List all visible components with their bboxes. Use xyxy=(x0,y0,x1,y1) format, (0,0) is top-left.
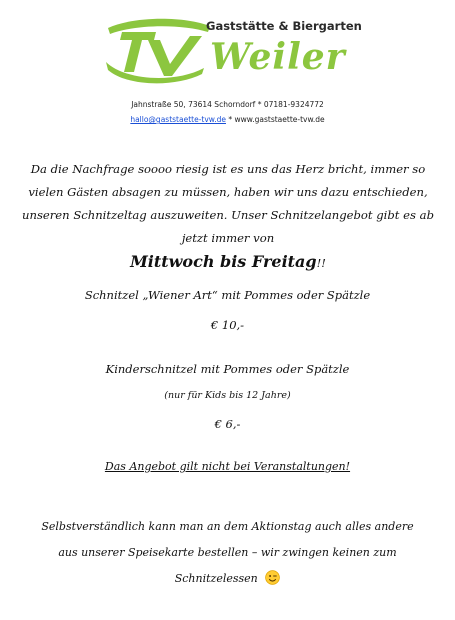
intro-highlight-suffix: !! xyxy=(316,256,326,270)
intro-paragraph xyxy=(22,158,434,275)
menu-item-kinderschnitzel-note: (nur für Kids bis 12 Jahre) xyxy=(164,390,291,401)
brand-name: Weiler xyxy=(210,36,346,78)
menu-price-kinderschnitzel: € 6,- xyxy=(214,417,241,431)
footer-text: Selbstverständlich kann man an dem Aktionstag auch alles andere aus unserer Speisekarte bestellen – wir zwingen keinen zum Schnitzelessen xyxy=(41,520,414,585)
address-line: Jahnstraße 50, 73614 Schorndorf * 07181-9324772 xyxy=(131,100,324,109)
menu-item-kinderschnitzel: Kinderschnitzel mit Pommes oder Spätzle xyxy=(105,362,350,376)
intro-text: Da die Nachfrage soooo riesig ist es uns das Herz bricht, immer so vielen Gästen absagen zu müssen, haben wir uns dazu entschieden, unseren Schnitzeltag auszuweiten. Unser Schnitzelangebot gibt es ab jetzt immer von xyxy=(22,162,434,245)
logo xyxy=(104,14,362,84)
contact-separator: * xyxy=(225,115,235,124)
brand-tagline: Gaststätte & Biergarten xyxy=(206,19,362,33)
email-link[interactable]: hallo@gaststaette-tvw.de xyxy=(130,115,226,124)
website-text: www.gaststaette-tvw.de xyxy=(234,115,325,124)
menu-item-schnitzel: Schnitzel „Wiener Art“ mit Pommes oder Spätzle xyxy=(84,288,371,302)
contact-line xyxy=(0,115,455,124)
menu-price-schnitzel: € 10,- xyxy=(210,318,245,332)
intro-highlight: Mittwoch bis Freitag xyxy=(130,252,317,271)
event-notice: Das Angebot gilt nicht bei Veranstaltungen! xyxy=(104,460,351,473)
footer-paragraph xyxy=(30,514,425,592)
tvw-monogram-icon xyxy=(104,14,214,84)
winking-face-icon xyxy=(265,570,280,585)
